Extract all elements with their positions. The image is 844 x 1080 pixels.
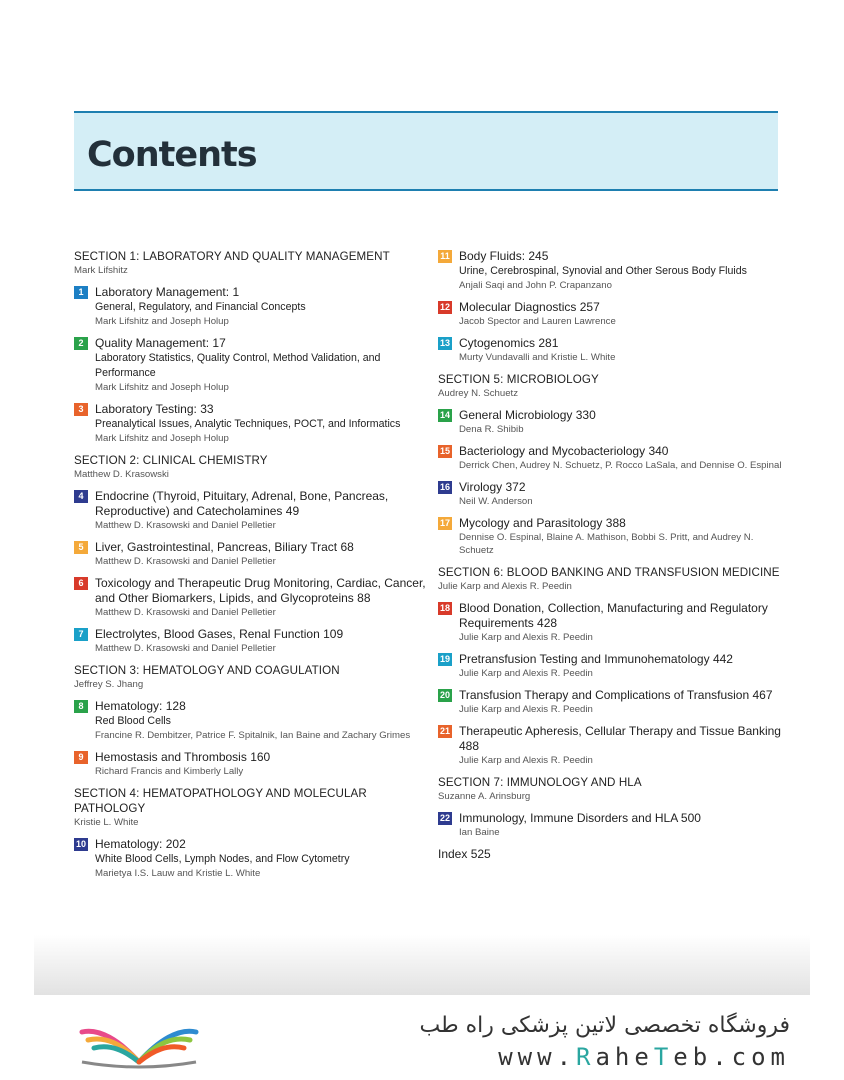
chapter-title-line [459,300,783,315]
chapter-page: 388 [605,516,626,530]
chapter-number-badge: 15 [439,446,450,456]
section-heading: SECTION 4: HEMATOPATHOLOGY AND MOLECULAR PATHOLOGY [74,787,367,815]
chapter-title: Laboratory Management: [95,285,230,299]
chapter-title: Virology [459,480,503,494]
chapter-title-line [459,408,783,423]
chapter-title-line [95,540,434,555]
section-editor: Mark Lifshitz [74,265,128,276]
store-name: فروشگاه تخصصی لاتین پزشکی راه طب [419,1013,790,1038]
footer-fade [34,935,810,995]
chapter-title: Mycology and Parasitology [459,516,603,530]
chapter-subtitle: General, Regulatory, and Financial Concepts [95,301,306,313]
section-heading-block [74,663,434,691]
chapter-number-badge: 17 [439,518,450,528]
chapter-title-line [95,750,434,765]
page-title: Contents [87,135,257,175]
toc-left-column [74,249,434,888]
chapter-title: Hematology: [95,699,163,713]
chapter-number-badge: 9 [74,751,88,764]
chapter-number-badge: 3 [74,403,88,416]
chapter-number-badge: 7 [74,628,88,641]
chapter-authors: Matthew D. Krasowski and Daniel Pelletier [95,607,276,618]
chapter-title: Pretransfusion Testing and Immunohematology [459,652,710,666]
section-heading-block [74,786,434,829]
chapter-entry[interactable] [438,300,783,328]
chapter-page: 245 [528,249,549,263]
section-heading: SECTION 3: HEMATOLOGY AND COAGULATION [74,664,340,677]
chapter-entry[interactable] [438,811,783,839]
chapter-authors: Anjali Saqi and John P. Crapanzano [459,280,612,291]
chapter-entry[interactable] [438,724,783,767]
url-suffix: .com [712,1043,790,1071]
chapter-number-badge: 21 [439,726,450,736]
chapter-number-badge: 13 [439,338,450,348]
chapter-title-line [95,285,434,300]
url-letter-t: T [653,1043,674,1071]
section-heading-block [438,775,783,803]
chapter-entry[interactable] [74,750,434,778]
chapter-number-badge: 11 [438,250,452,263]
toc-right-column [438,249,783,862]
chapter-page: 1 [232,285,240,299]
chapter-title-line [459,601,783,631]
chapter-number-badge: 10 [75,839,86,849]
section-editor: Kristie L. White [74,817,139,828]
chapter-authors: Julie Karp and Alexis R. Peedin [459,704,593,715]
chapter-page: 88 [357,591,371,605]
section-editor: Jeffrey S. Jhang [74,679,144,690]
chapter-entry[interactable] [74,402,434,445]
chapter-title: Endocrine (Thyroid, Pituitary, Adrenal, Bone, Pancreas, Reproductive) and Catecholamines [95,489,389,518]
chapter-page: 49 [285,504,300,518]
chapter-title: Hemostasis and Thrombosis [95,750,247,764]
chapter-page: 281 [538,336,559,350]
chapter-subtitle: Preanalytical Issues, Analytic Techniques, POCT, and Informatics [95,418,401,430]
chapter-authors: Richard Francis and Kimberly Lally [95,766,244,777]
chapter-title: Blood Donation, Collection, Manufacturing and Regulatory Requirements [459,601,768,630]
chapter-entry[interactable] [438,480,783,508]
chapter-number-badge: 16 [439,482,450,492]
contents-banner [74,111,778,191]
chapter-page: 442 [712,652,733,666]
chapter-page: 428 [537,616,558,630]
url-mid1: ahe [595,1043,654,1071]
chapter-title: Liver, Gastrointestinal, Pancreas, Biliary Tract [95,540,338,554]
section-heading-block [438,565,783,593]
chapter-page: 257 [579,300,600,314]
chapter-title: General Microbiology [459,408,573,422]
url-mid2: eb [673,1043,713,1071]
chapter-title-line [459,724,783,754]
chapter-title-line [459,652,783,667]
chapter-title: Bacteriology and Mycobacteriology [459,444,646,458]
chapter-entry[interactable] [438,336,783,364]
chapter-authors: Neil W. Anderson [459,496,533,507]
chapter-title-line [95,837,434,852]
chapter-page: 160 [250,750,271,764]
chapter-number-badge: 2 [74,337,88,350]
chapter-page: 17 [212,336,226,350]
chapter-entry[interactable] [438,688,783,716]
chapter-authors: Mark Lifshitz and Joseph Holup [95,433,229,444]
chapter-authors: Matthew D. Krasowski and Daniel Pelletier [95,556,276,567]
section-heading: SECTION 6: BLOOD BANKING AND TRANSFUSION MEDICINE [438,566,780,579]
chapter-entry[interactable] [74,489,434,532]
chapter-title: Immunology, Immune Disorders and HLA [459,811,678,825]
chapter-title-line [459,688,783,703]
chapter-authors: Mark Lifshitz and Joseph Holup [95,316,229,327]
chapter-title-line [459,336,783,351]
chapter-number-badge: 18 [439,603,450,613]
chapter-title: Toxicology and Therapeutic Drug Monitoring, Cardiac, Cancer, and Other Biomarkers, Lipids, and Glycoproteins [95,576,426,605]
chapter-subtitle: Red Blood Cells [95,715,171,727]
chapter-authors: Jacob Spector and Lauren Lawrence [459,316,616,327]
chapter-title: Cytogenomics [459,336,536,350]
chapter-title: Body Fluids: [459,249,526,263]
section-editor: Matthew D. Krasowski [74,469,169,480]
section-editor: Suzanne A. Arinsburg [438,791,531,802]
chapter-page: 109 [323,627,344,641]
chapter-entry[interactable] [74,837,434,880]
chapter-title-line [459,480,783,495]
chapter-number-badge: 6 [74,577,88,590]
chapter-title: Therapeutic Apheresis, Cellular Therapy and Tissue Banking [459,724,781,738]
chapter-entry[interactable] [74,699,434,742]
store-url[interactable] [498,1043,790,1071]
chapter-number-badge: 22 [439,813,450,823]
index-entry[interactable] [438,847,783,862]
chapter-authors: Murty Vundavalli and Kristie L. White [459,352,616,363]
chapter-page: 372 [505,480,526,494]
chapter-entry[interactable] [74,576,434,619]
section-heading-block [438,372,783,400]
section-editor: Audrey N. Schuetz [438,388,518,399]
section-heading-block [74,453,434,481]
chapter-number-badge: 12 [439,302,450,312]
chapter-title-line [459,249,783,264]
chapter-page: 488 [459,739,480,753]
chapter-entry[interactable] [438,516,783,557]
chapter-number-badge: 14 [439,410,450,420]
chapter-number-badge: 20 [439,690,450,700]
section-heading: SECTION 7: IMMUNOLOGY AND HLA [438,776,642,789]
chapter-page: 340 [648,444,669,458]
chapter-subtitle: Laboratory Statistics, Quality Control, Method Validation, and Performance [95,352,381,379]
chapter-title-line [459,444,783,459]
chapter-title-line [459,811,783,826]
chapter-entry[interactable] [438,408,783,436]
section-heading: SECTION 2: CLINICAL CHEMISTRY [74,454,268,467]
chapter-number-badge: 5 [74,541,88,554]
chapter-title-line [95,627,434,642]
chapter-title: Molecular Diagnostics [459,300,577,314]
chapter-entry[interactable] [74,336,434,394]
chapter-title-line [95,576,434,606]
chapter-number-badge: 8 [74,700,88,713]
chapter-authors: Ian Baine [459,827,500,838]
url-letter-r: R [576,1043,596,1071]
chapter-authors: Matthew D. Krasowski and Daniel Pelletier [95,520,276,531]
chapter-title-line [459,516,783,531]
chapter-authors: Julie Karp and Alexis R. Peedin [459,632,593,643]
index-label: Index [438,847,468,861]
chapter-entry[interactable] [74,627,434,655]
chapter-title: Transfusion Therapy and Complications of Transfusion [459,688,750,702]
section-heading-block [74,249,434,277]
index-page: 525 [470,847,491,861]
chapter-entry[interactable] [74,285,434,328]
chapter-page: 202 [165,837,186,851]
chapter-subtitle: White Blood Cells, Lymph Nodes, and Flow Cytometry [95,853,350,865]
chapter-title-line [95,699,434,714]
chapter-title: Quality Management: [95,336,210,350]
section-editor: Julie Karp and Alexis R. Peedin [438,581,572,592]
chapter-authors: Dennise O. Espinal, Blaine A. Mathison, Bobbi S. Pritt, and Audrey N. Schuetz [459,532,754,556]
chapter-number-badge: 1 [74,286,88,299]
chapter-authors: Marietya I.S. Lauw and Kristie L. White [95,868,261,879]
chapter-title-line [95,489,434,519]
chapter-title-line [95,402,434,417]
chapter-authors: Francine R. Dembitzer, Patrice F. Spitalnik, Ian Baine and Zachary Grimes [95,730,411,741]
chapter-title: Electrolytes, Blood Gases, Renal Function [95,627,320,641]
chapter-entry[interactable] [438,652,783,680]
chapter-entry[interactable] [438,444,783,472]
chapter-authors: Julie Karp and Alexis R. Peedin [459,668,593,679]
chapter-entry[interactable] [438,601,783,644]
url-prefix: www. [498,1043,577,1071]
chapter-authors: Mark Lifshitz and Joseph Holup [95,382,229,393]
chapter-title: Hematology: [95,837,163,851]
chapter-page: 500 [680,811,701,825]
chapter-subtitle: Urine, Cerebrospinal, Synovial and Other Serous Body Fluids [459,265,747,277]
chapter-page: 33 [200,402,214,416]
chapter-authors: Dena R. Shibib [459,424,524,435]
chapter-title-line [95,336,434,351]
chapter-page: 128 [165,699,186,713]
chapter-number-badge: 4 [74,490,88,503]
chapter-page: 467 [752,688,773,702]
chapter-entry[interactable] [74,540,434,568]
chapter-number-badge: 19 [439,654,450,664]
chapter-authors: Derrick Chen, Audrey N. Schuetz, P. Rocco LaSala, and Dennise O. Espinal [459,460,782,471]
chapter-authors: Matthew D. Krasowski and Daniel Pelletier [95,643,276,654]
book-logo-icon [74,1010,204,1074]
chapter-entry[interactable] [438,249,783,292]
chapter-title: Laboratory Testing: [95,402,197,416]
chapter-authors: Julie Karp and Alexis R. Peedin [459,755,593,766]
section-heading: SECTION 5: MICROBIOLOGY [438,373,599,386]
chapter-page: 68 [340,540,354,554]
chapter-page: 330 [575,408,596,422]
section-heading: SECTION 1: LABORATORY AND QUALITY MANAGEMENT [74,250,390,263]
